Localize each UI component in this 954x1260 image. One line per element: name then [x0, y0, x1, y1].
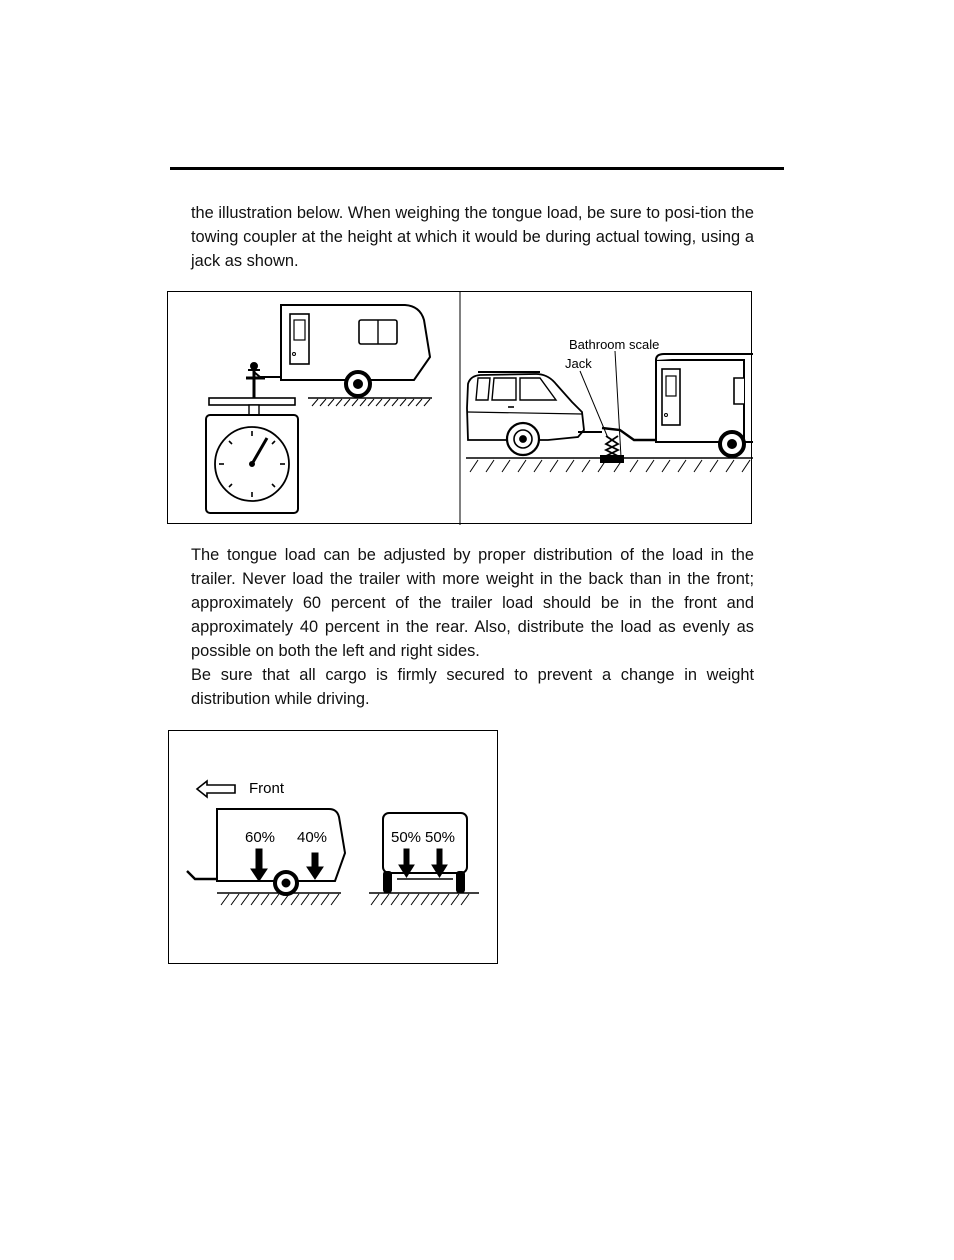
trailer-right-illustration	[656, 354, 753, 456]
rear-view-trailer-illustration	[383, 813, 467, 879]
jack-label: Jack	[565, 356, 592, 371]
left-percent-label: 50%	[391, 829, 422, 846]
bathroom-scale-label: Bathroom scale	[569, 337, 660, 352]
front-label: Front	[249, 780, 285, 797]
ground-hatching-rear	[371, 894, 469, 905]
front-arrow-icon	[197, 781, 235, 797]
load-distribution-figure	[168, 730, 498, 964]
trailer-on-scale-illustration	[246, 305, 432, 398]
rear-view-wheels	[383, 871, 465, 893]
ground-hatching-left	[312, 399, 430, 406]
ground-hatching-side	[221, 894, 339, 905]
right-percent-label: 50%	[425, 829, 456, 846]
scale-dial-illustration	[206, 392, 298, 513]
rear-percent-label: 40%	[297, 829, 328, 846]
front-percent-label: 60%	[245, 829, 276, 846]
intro-paragraph: the illustration below. When weighing the tongue load, be sure to posi-tion the towing coupler at the height at which it would be during actual towing, using a jack as shown.	[191, 204, 754, 270]
side-view-trailer-illustration	[187, 809, 345, 894]
car-illustration	[467, 372, 586, 455]
load-distribution-paragraph: The tongue load can be adjusted by proper distribution of the load in the trailer. Never load the trailer with more weight in the back than in the front; approximately 60 percent of the trailer load should be in the front and approximately 40 percent in the rear. Also, distribute the load as evenly as possible on both the left and right sides.	[191, 546, 754, 660]
cargo-secure-paragraph: Be sure that all cargo is firmly secured to prevent a change in weight distribution while driving.	[191, 666, 754, 708]
header-rule	[170, 167, 784, 170]
tongue-load-figure	[167, 291, 752, 524]
